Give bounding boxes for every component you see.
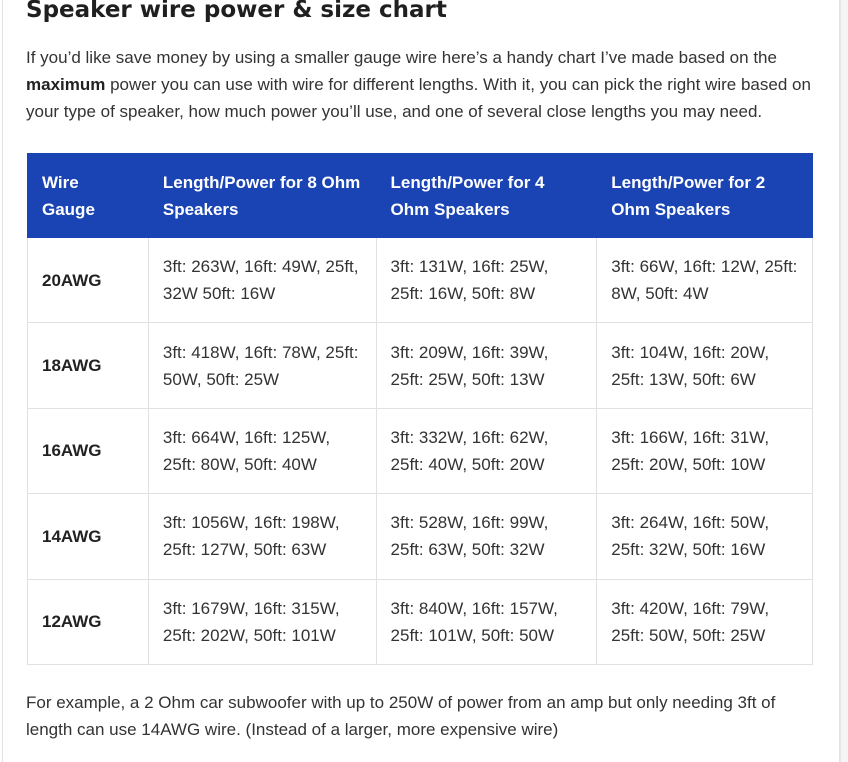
intro-emphasis: maximum: [26, 75, 106, 94]
cell-8-ohm: 3ft: 263W, 16ft: 49W, 25ft, 32W 50ft: 16W: [148, 238, 376, 323]
header-2-ohm: Length/Power for 2 Ohm Speakers: [597, 154, 813, 238]
cell-gauge: 12AWG: [28, 579, 149, 664]
cell-gauge: 18AWG: [28, 323, 149, 408]
table-row: [28, 494, 813, 579]
cell-4-ohm: 3ft: 131W, 16ft: 25W, 25ft: 16W, 50ft: 8W: [376, 238, 597, 323]
intro-paragraph: [26, 44, 816, 125]
cell-2-ohm: 3ft: 420W, 16ft: 79W, 25ft: 50W, 50ft: 25W: [597, 579, 813, 664]
table-row: [28, 408, 813, 493]
header-wire-gauge: Wire Gauge: [28, 154, 149, 238]
cell-2-ohm: 3ft: 166W, 16ft: 31W, 25ft: 20W, 50ft: 10W: [597, 408, 813, 493]
table-header-row: [28, 154, 813, 238]
section-title: Speaker wire power & size chart: [26, 0, 447, 23]
cell-8-ohm: 3ft: 1679W, 16ft: 315W, 25ft: 202W, 50ft: 101W: [148, 579, 376, 664]
cell-8-ohm: 3ft: 1056W, 16ft: 198W, 25ft: 127W, 50ft: 63W: [148, 494, 376, 579]
cell-4-ohm: 3ft: 209W, 16ft: 39W, 25ft: 25W, 50ft: 13W: [376, 323, 597, 408]
cell-2-ohm: 3ft: 104W, 16ft: 20W, 25ft: 13W, 50ft: 6W: [597, 323, 813, 408]
header-8-ohm: Length/Power for 8 Ohm Speakers: [148, 154, 376, 238]
cell-gauge: 16AWG: [28, 408, 149, 493]
cell-8-ohm: 3ft: 664W, 16ft: 125W, 25ft: 80W, 50ft: 40W: [148, 408, 376, 493]
cell-gauge: 20AWG: [28, 238, 149, 323]
header-4-ohm: Length/Power for 4 Ohm Speakers: [376, 154, 597, 238]
cell-4-ohm: 3ft: 332W, 16ft: 62W, 25ft: 40W, 50ft: 20W: [376, 408, 597, 493]
example-paragraph: For example, a 2 Ohm car subwoofer with up to 250W of power from an amp but only needing 3ft of length can use 14AWG wire. (Instead of a larger, more expensive wire): [26, 693, 776, 739]
wire-size-table: [27, 153, 813, 665]
table-row: [28, 323, 813, 408]
table-row: [28, 579, 813, 664]
cell-2-ohm: 3ft: 264W, 16ft: 50W, 25ft: 32W, 50ft: 16W: [597, 494, 813, 579]
cell-2-ohm: 3ft: 66W, 16ft: 12W, 25ft: 8W, 50ft: 4W: [597, 238, 813, 323]
scrollbar-track[interactable]: [840, 0, 848, 762]
cell-gauge: 14AWG: [28, 494, 149, 579]
cell-8-ohm: 3ft: 418W, 16ft: 78W, 25ft: 50W, 50ft: 25W: [148, 323, 376, 408]
cell-4-ohm: 3ft: 840W, 16ft: 157W, 25ft: 101W, 50ft: 50W: [376, 579, 597, 664]
cell-4-ohm: 3ft: 528W, 16ft: 99W, 25ft: 63W, 50ft: 32W: [376, 494, 597, 579]
intro-text-start: If you’d like save money by using a smaller gauge wire here’s a handy chart I’ve made based on the: [26, 48, 777, 67]
table-row: [28, 238, 813, 323]
intro-text-end: power you can use with wire for different lengths. With it, you can pick the right wire based on your type of speaker, how much power you’ll use, and one of several close lengths you may need.: [26, 75, 811, 121]
